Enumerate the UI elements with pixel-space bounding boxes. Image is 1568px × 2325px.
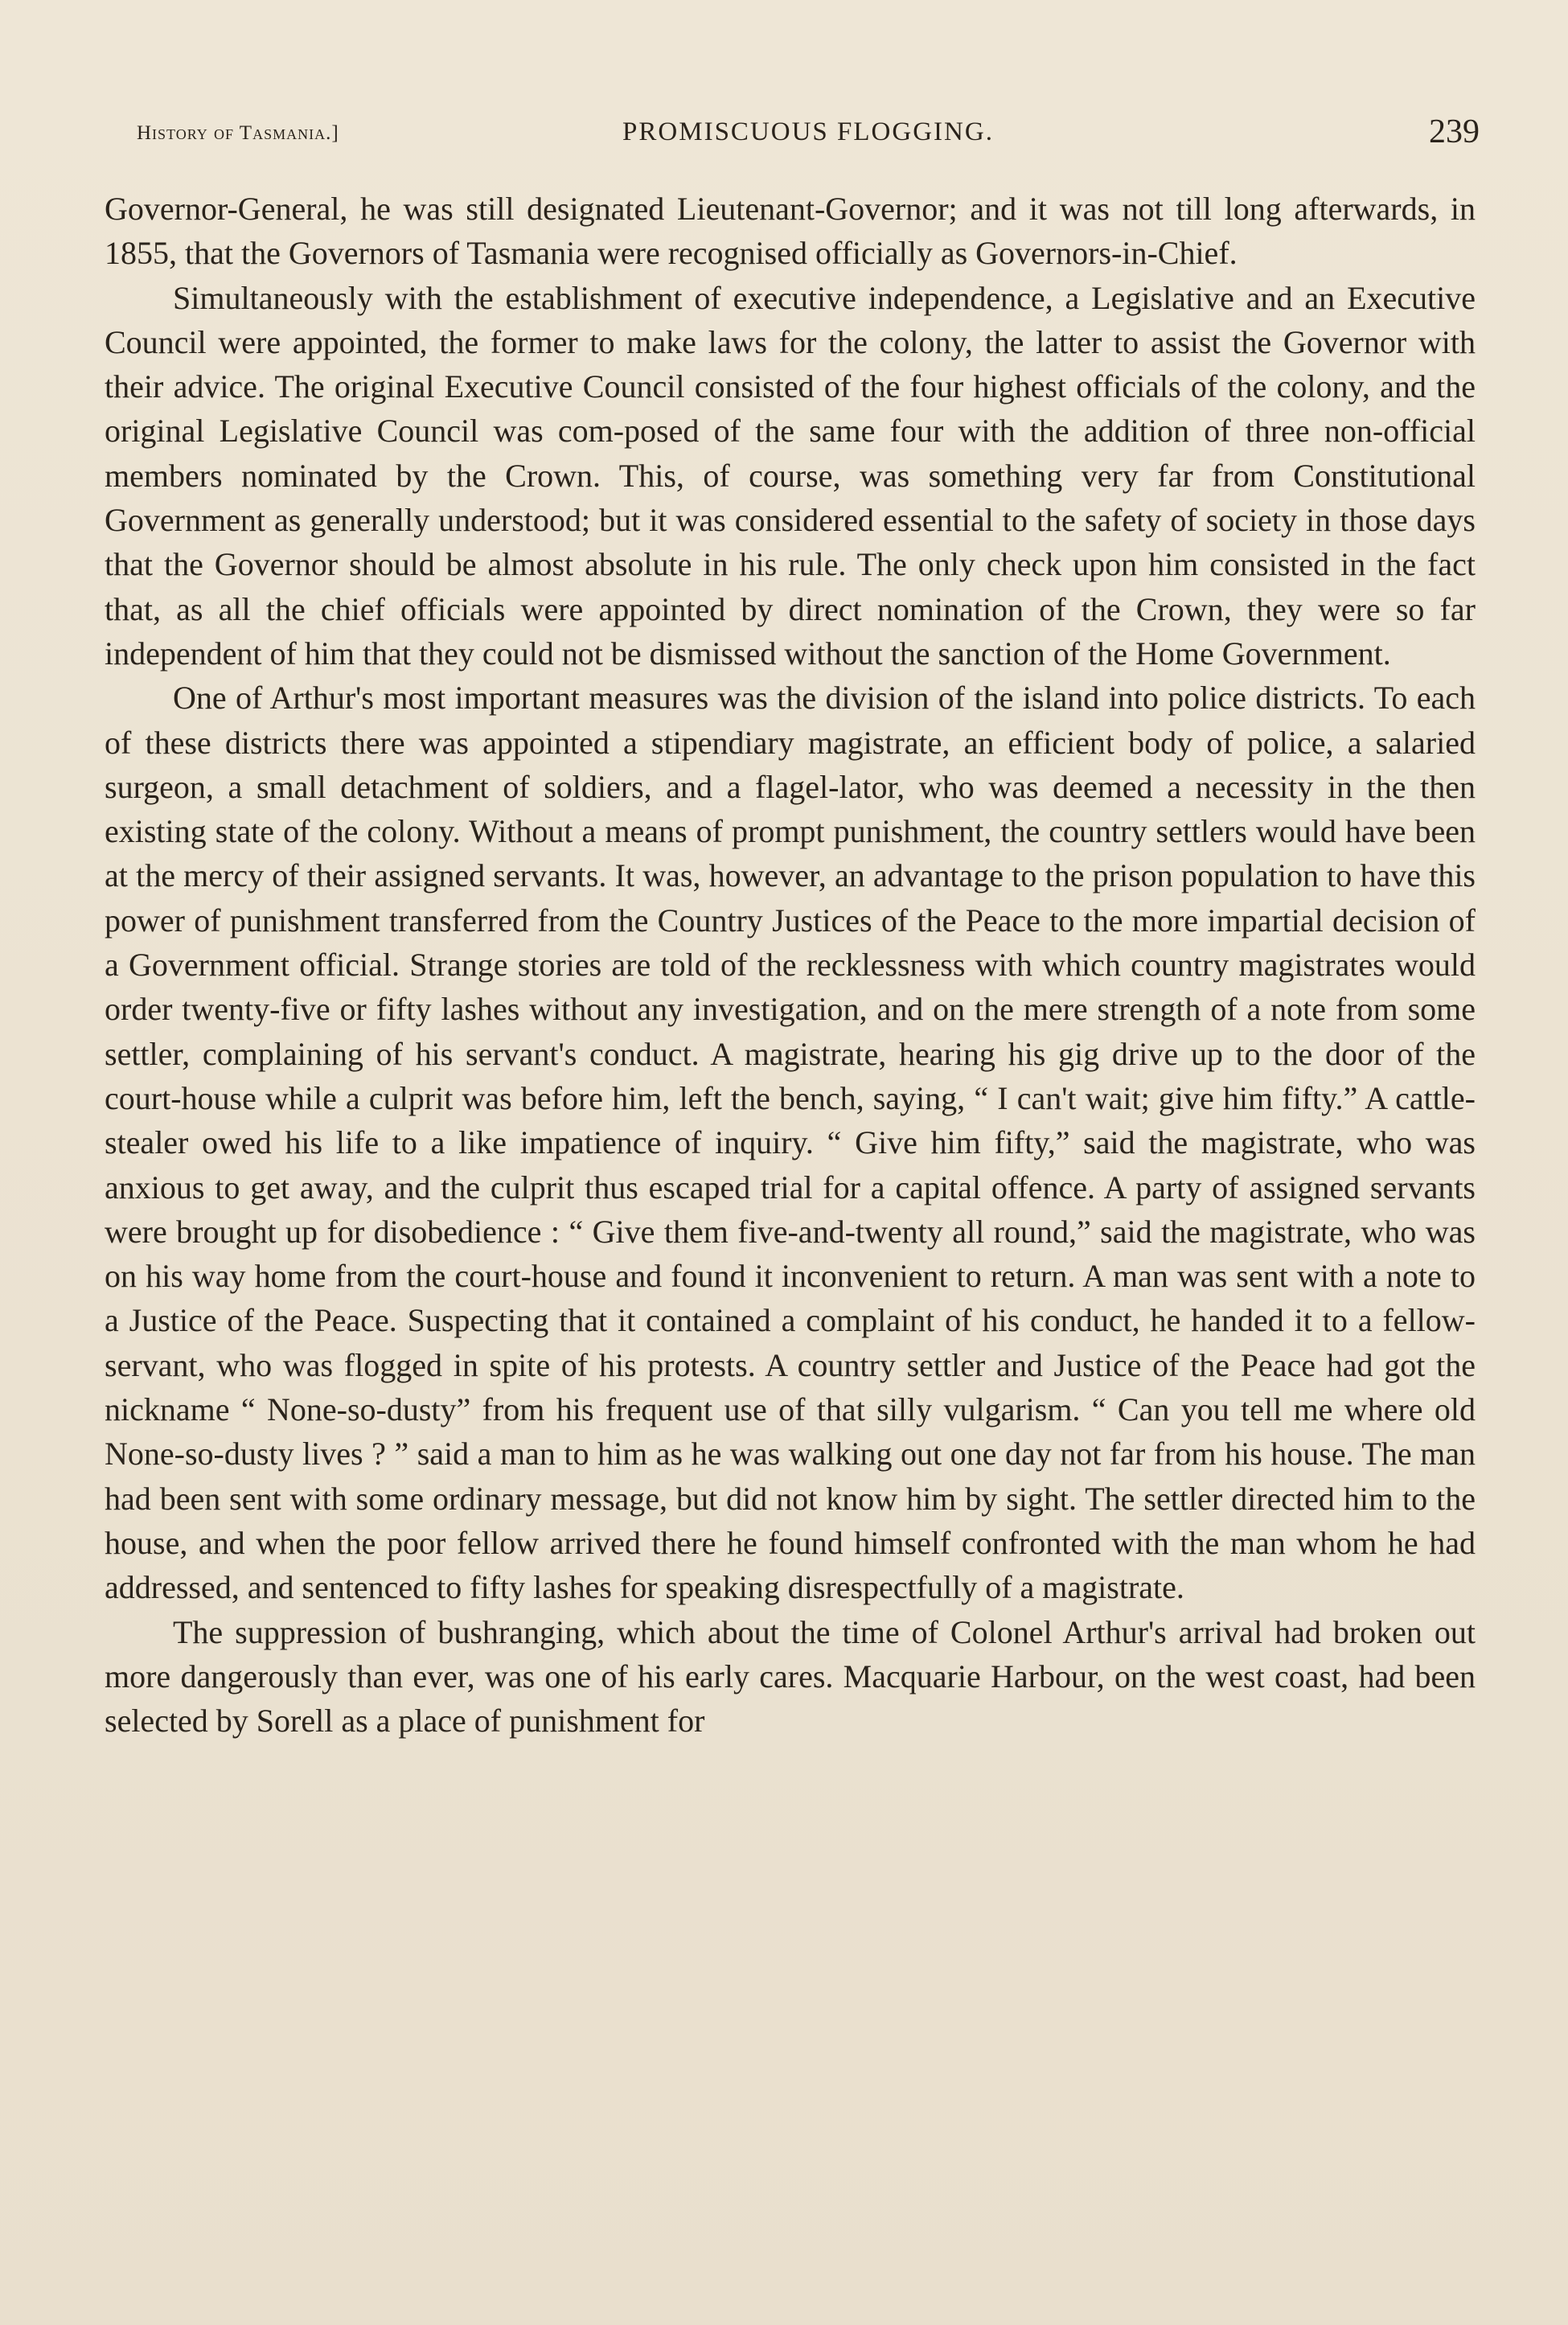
running-head-book-title: History of Tasmania.] [137, 122, 339, 144]
paragraph: The suppression of bushranging, which about the time of Colonel Arthur's arrival had broken out more dangerously than ever, was one of his early cares. Macquarie Harbour, on the west coast, had been selected by Sorell as a place of punishment for [105, 1613, 1476, 1740]
running-head-chapter-title: PROMISCUOUS FLOGGING. [622, 117, 994, 146]
body-text [105, 187, 1476, 1743]
paragraph: One of Arthur's most important measures was the division of the island into police districts. To each of these districts there was appointed a stipendiary magistrate, an efficient body of police, a salaried surgeon, a small detachment of soldiers, and a flagel-lator, who was deemed a necessity in the then existing state of the colony. Without a means of prompt punishment, the country settlers would have been at the mercy of their assigned servants. It was, however, an advantage to the prison population to have this power of punishment transferred from the Country Justices of the Peace to the more impartial decision of a Government official. Strange stories are told of the recklessness with which country magistrates would order twenty-five or fifty lashes without any investigation, and on the mere strength of a note from some settler, complaining of his servant's conduct. A magistrate, hearing his gig drive up to the door of the court-house while a culprit was before him, left the bench, saying, “ I can't wait; give him fifty.” A cattle-stealer owed his life to a like impatience of inquiry. “ Give him fifty,” said the magistrate, who was anxious to get away, and the culprit thus escaped trial for a capital offence. A party of assigned servants were brought up for disobedience : “ Give them five-and-twenty all round,” said the magistrate, who was on his way home from the court-house and found it inconvenient to return. A man was sent with a note to a Justice of the Peace. Suspecting that it contained a complaint of his conduct, he handed it to a fellow-servant, who was flogged in spite of his protests. A country settler and Justice of the Peace had got the nickname “ None-so-dusty” from his frequent use of that silly vulgarism. “ Can you tell me where old None-so-dusty lives ? ” said a man to him as he was walking out one day not far from his house. The man had been sent with some ordinary message, but did not know him by sight. The settler directed him to the house, and when the poor fellow arrived there he found himself confronted with the man whom he had addressed, and sentenced to fifty lashes for speaking disrespectfully of a magistrate. [105, 680, 1476, 1606]
paragraph: Simultaneously with the establishment of executive independence, a Legislative and an Executive Council were appointed, the former to make laws for the colony, the latter to assist the Governor with their advice. The original Executive Council consisted of the four highest officials of the colony, and the original Legislative Council was com-posed of the same four with the addition of three non-official members nominated by the Crown. This, of course, was something very far from Constitutional Government as generally understood; but it was considered essential to the safety of society in those days that the Governor should be almost absolute in his rule. The only check upon him consisted in the fact that, as all the chief officials were appointed by direct nomination of the Crown, they were so far independent of him that they could not be dismissed without the sanction of the Home Government. [105, 279, 1476, 672]
page-number: 239 [1429, 113, 1480, 150]
running-head [137, 113, 1480, 153]
paragraph: Governor-General, he was still designated Lieutenant-Governor; and it was not till long afterwards, in 1855, that the Governors of Tasmania were recognised officially as Governors-in-Chief. [105, 191, 1476, 272]
